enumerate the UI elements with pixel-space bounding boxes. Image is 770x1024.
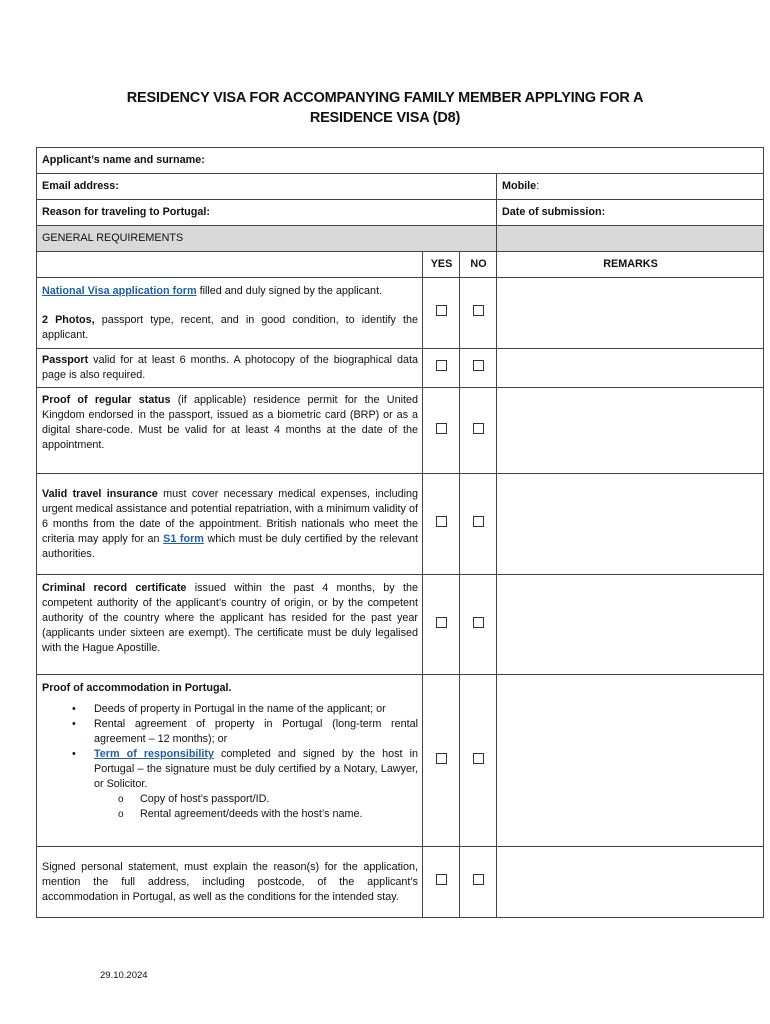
no-checkbox[interactable] <box>473 305 484 316</box>
yes-checkbox[interactable] <box>436 753 447 764</box>
remarks-cell[interactable] <box>497 388 764 474</box>
requirement-description: Valid travel insurance must cover necessary medical expenses, including urgent medical assistance and potential repatriation, with a minimum validity of 6 months from the date of the appointment. British nationals who meet the criteria may apply for an S1 form which must be duly certified by the relevant authorities. <box>37 474 423 575</box>
remarks-column-header: REMARKS <box>497 252 764 278</box>
term-of-responsibility-link[interactable]: Term of responsibility <box>94 748 215 760</box>
list-item: • Deeds of property in Portugal in the name of the applicant; or <box>94 702 418 717</box>
submission-date-field[interactable]: Date of submission: <box>497 200 764 226</box>
no-checkbox[interactable] <box>473 423 484 434</box>
document-date: 29.10.2024 <box>100 970 148 981</box>
requirement-description: National Visa application form filled and duly signed by the applicant. 2 Photos, passport type, recent, and in good condition, to identify the applicant. <box>37 278 423 349</box>
general-requirements-row <box>37 226 764 252</box>
no-checkbox[interactable] <box>473 753 484 764</box>
yes-checkbox[interactable] <box>436 617 447 628</box>
list-item: o Copy of host’s passport/ID. <box>140 792 418 807</box>
host-documents-list <box>94 792 418 822</box>
general-requirements-heading: GENERAL REQUIREMENTS <box>37 226 497 252</box>
requirement-row <box>37 474 764 575</box>
yes-checkbox[interactable] <box>436 360 447 371</box>
remarks-cell[interactable] <box>497 847 764 918</box>
yes-checkbox[interactable] <box>436 305 447 316</box>
remarks-cell[interactable] <box>497 349 764 388</box>
national-visa-form-link[interactable]: National Visa application form <box>42 284 197 297</box>
requirement-row <box>37 575 764 675</box>
requirement-description: Proof of accommodation in Portugal. • Deeds of property in Portugal in the name of the applicant; or • Rental agreement of property in Portugal (long-term rental agreement – 12 months); or • Term of responsibility completed and signed by the host in Portugal – the signature must be duly certified by a Notary, Lawyer, or Solicitor. o Copy of host’s passport/ID. o Rental agreement/deeds with the host’s name. <box>37 675 423 847</box>
requirement-row <box>37 388 764 474</box>
title-line-1: RESIDENCY VISA FOR ACCOMPANYING FAMILY MEMBER APPLYING FOR A <box>126 90 644 106</box>
applicant-name-field[interactable]: Applicant’s name and surname: <box>37 148 764 174</box>
no-column-header: NO <box>460 252 497 278</box>
yes-checkbox[interactable] <box>436 423 447 434</box>
accommodation-list <box>42 702 418 822</box>
column-header-row <box>37 252 764 278</box>
yes-column-header: YES <box>423 252 460 278</box>
mobile-field[interactable]: Mobile: <box>497 174 764 200</box>
remarks-cell[interactable] <box>497 675 764 847</box>
remarks-cell[interactable] <box>497 575 764 675</box>
requirement-description: Proof of regular status (if applicable) residence permit for the United Kingdom endorsed in the passport, issued as a biometric card (BRP) or as a digital share-code. Must be valid for at least 4 months at the date of the appointment. <box>37 388 423 474</box>
general-requirements-remarks-cell <box>497 226 764 252</box>
applicant-name-row <box>37 148 764 174</box>
s1-form-link[interactable]: S1 form <box>163 532 204 545</box>
requirement-description: Signed personal statement, must explain the reason(s) for the application, mention the full address, including postcode, of the applicant’s accommodation in Portugal, as well as the conditions for the intended stay. <box>37 847 423 918</box>
no-checkbox[interactable] <box>473 360 484 371</box>
yes-checkbox[interactable] <box>436 874 447 885</box>
email-row <box>37 174 764 200</box>
reason-row <box>37 200 764 226</box>
title-line-2: RESIDENCE VISA (D8) <box>309 110 461 126</box>
requirements-table <box>36 147 764 918</box>
list-item: • Rental agreement of property in Portugal (long-term rental agreement – 12 months); or <box>94 717 418 747</box>
requirement-row <box>37 675 764 847</box>
list-item: o Rental agreement/deeds with the host’s name. <box>140 807 418 822</box>
no-checkbox[interactable] <box>473 874 484 885</box>
reason-field[interactable]: Reason for traveling to Portugal: <box>37 200 497 226</box>
requirement-row <box>37 349 764 388</box>
remarks-cell[interactable] <box>497 474 764 575</box>
email-field[interactable]: Email address: <box>37 174 497 200</box>
document-title <box>0 88 770 128</box>
remarks-cell[interactable] <box>497 278 764 349</box>
requirement-row <box>37 278 764 349</box>
yes-checkbox[interactable] <box>436 516 447 527</box>
no-checkbox[interactable] <box>473 516 484 527</box>
requirement-description: Passport valid for at least 6 months. A photocopy of the biographical data page is also required. <box>37 349 423 388</box>
no-checkbox[interactable] <box>473 617 484 628</box>
requirement-description: Criminal record certificate issued within the past 4 months, by the competent authority of the applicant’s country of origin, or by the competent authority of the country where the applicant has resided for the past year (applicants under sixteen are exempt). The certificate must be duly legalised with the Hague Apostille. <box>37 575 423 675</box>
requirement-row <box>37 847 764 918</box>
list-item: • Term of responsibility completed and signed by the host in Portugal – the signature must be duly certified by a Notary, Lawyer, or Solicitor. o Copy of host’s passport/ID. o Rental agreement/deeds with the host’s name. <box>94 747 418 822</box>
